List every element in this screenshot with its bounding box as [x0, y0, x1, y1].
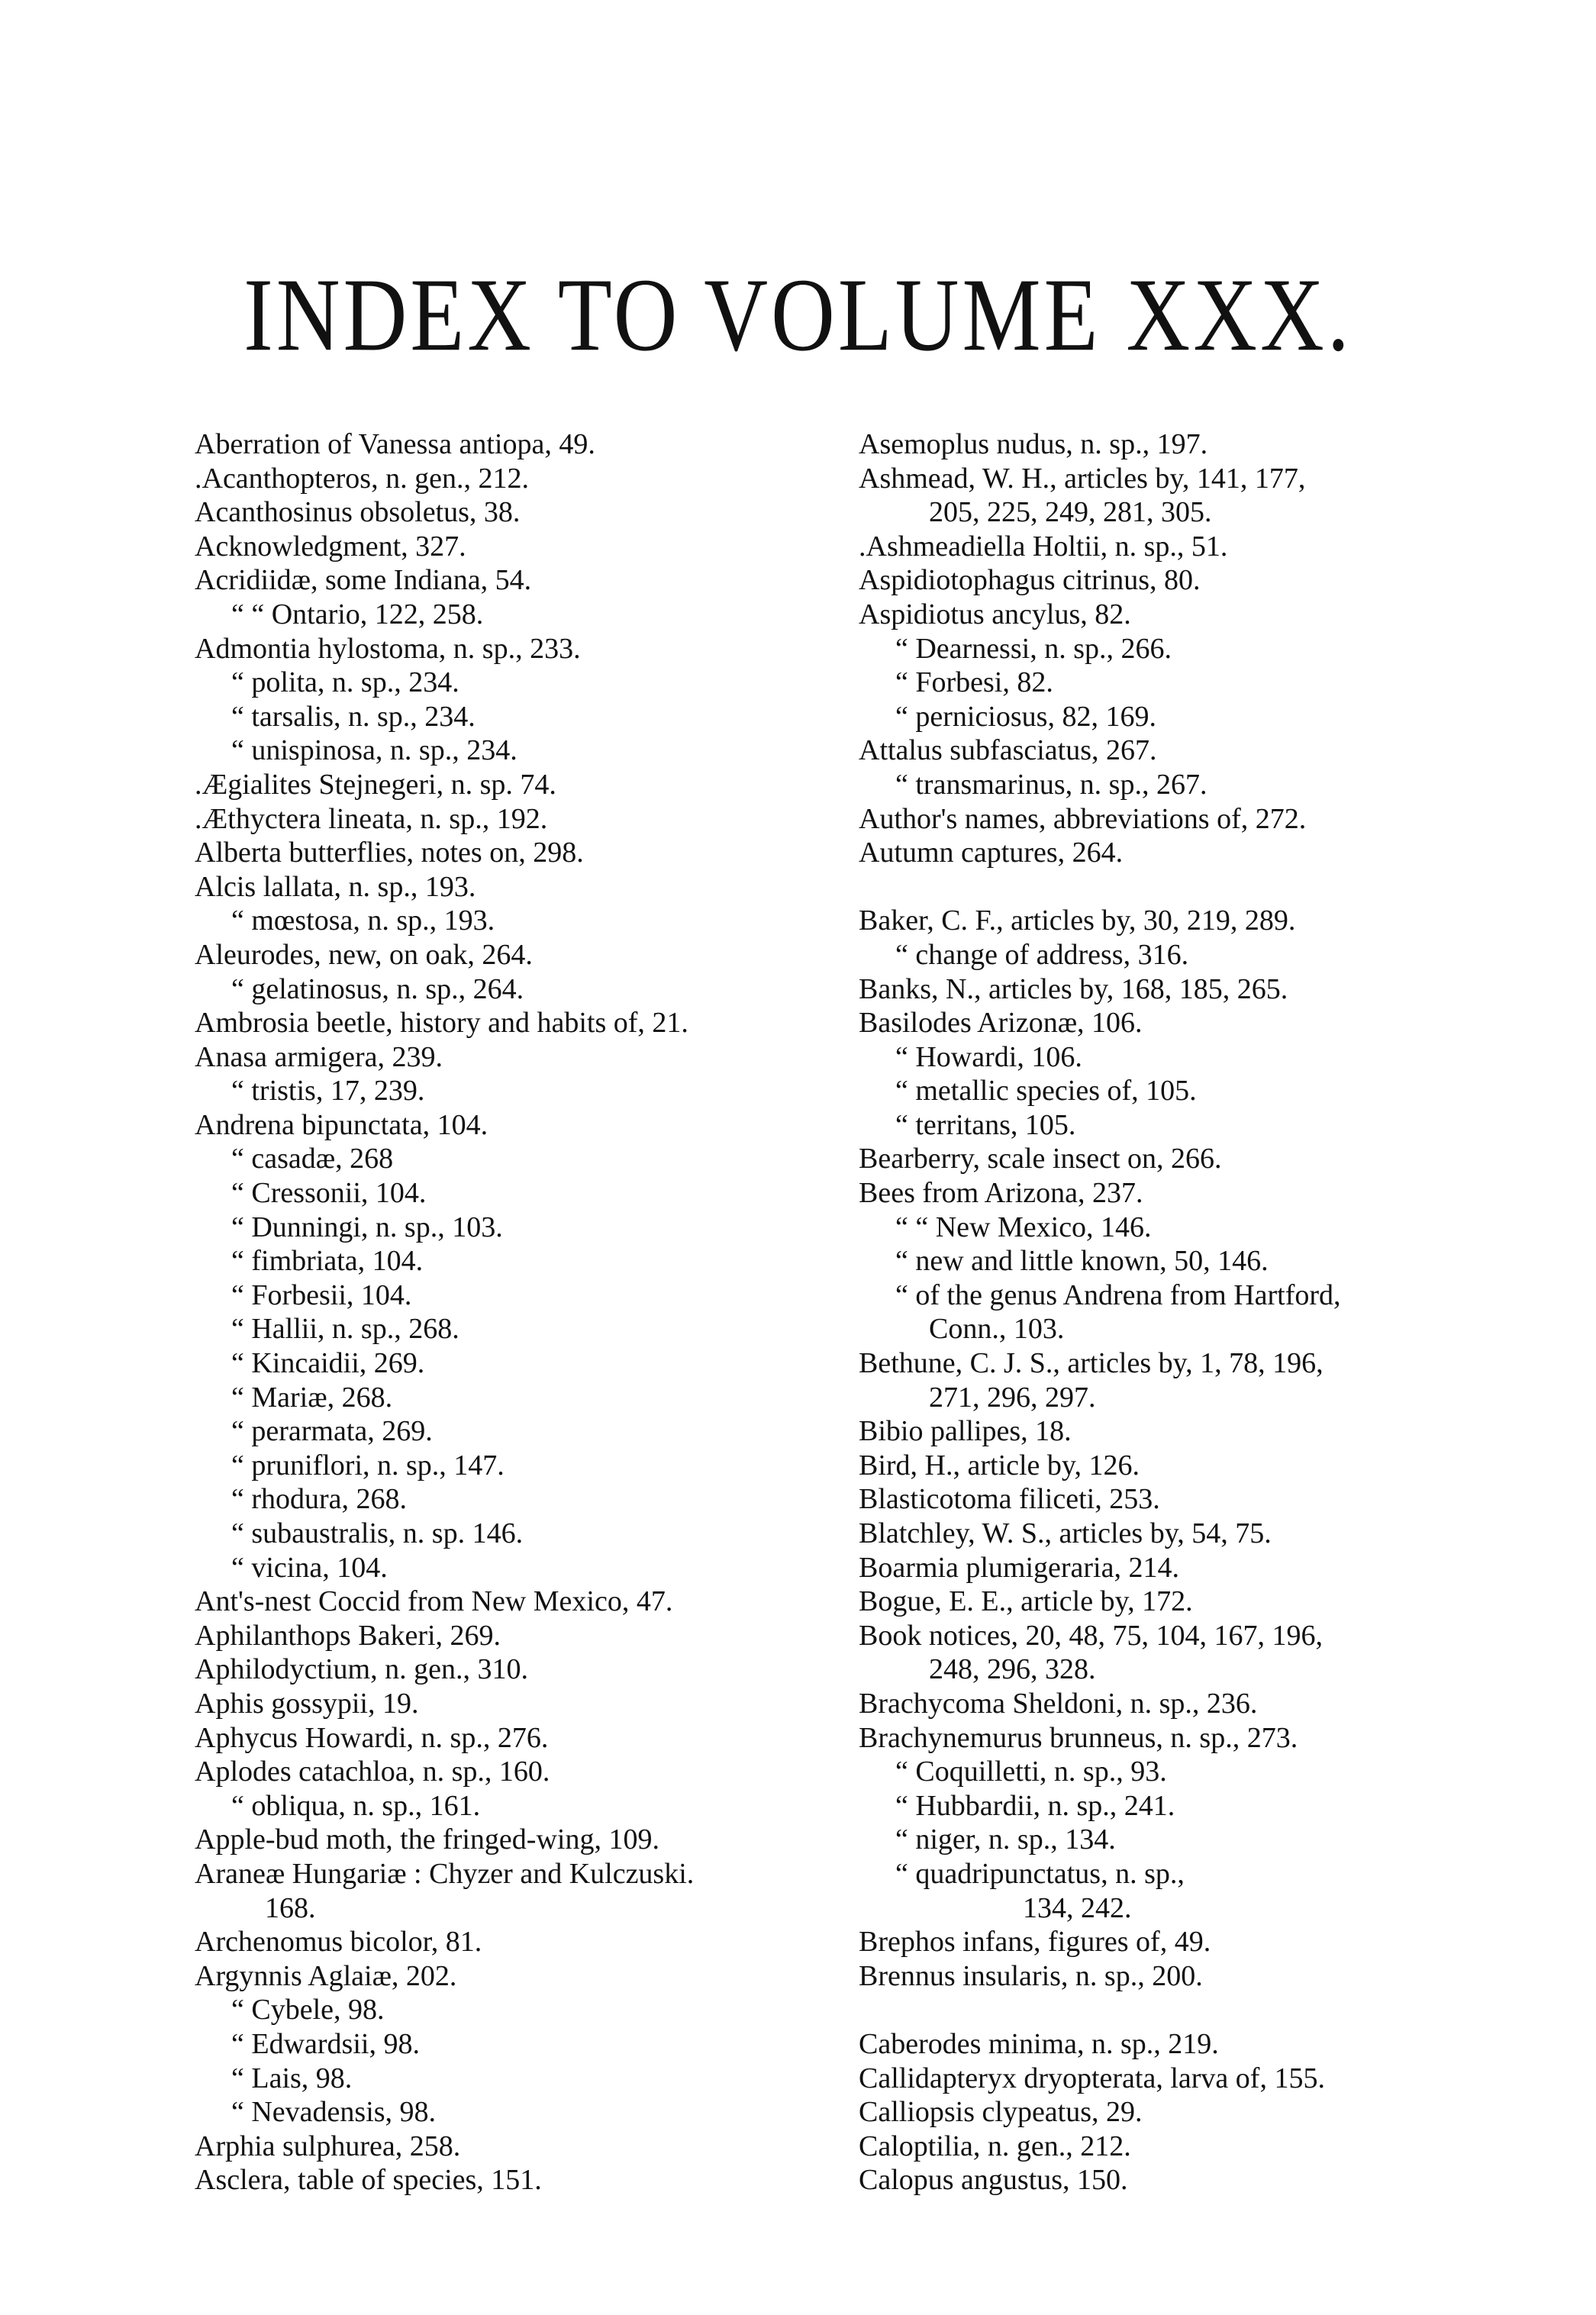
index-entry: “ subaustralis, n. sp. 146.: [231, 1517, 524, 1549]
index-entry: “ Dearnessi, n. sp., 266.: [895, 632, 1172, 665]
index-entry: “ gelatinosus, n. sp., 264.: [231, 972, 524, 1005]
index-entry: Baker, C. F., articles by, 30, 219, 289.: [859, 904, 1296, 937]
index-entry: “ metallic species of, 105.: [895, 1075, 1197, 1108]
index-entry: “ Lais, 98.: [231, 2062, 353, 2094]
index-entry: Archenomus bicolor, 81.: [195, 1926, 482, 1959]
index-entry: “ Nevadensis, 98.: [231, 2096, 437, 2129]
index-entry: Calliopsis clypeatus, 29.: [859, 2096, 1143, 2129]
index-entry: Acanthosinus obsoletus, 38.: [195, 496, 521, 529]
index-entry: “ “ New Mexico, 146.: [895, 1211, 1152, 1243]
index-entry: Bearberry, scale insect on, 266.: [859, 1143, 1222, 1175]
page-title: INDEX TO VOLUME XXX.: [243, 257, 1353, 373]
index-entry: Brachycoma Sheldoni, n. sp., 236.: [859, 1687, 1258, 1720]
index-entry: “ mœstosa, n. sp., 193.: [231, 904, 495, 937]
index-entry: “ unispinosa, n. sp., 234.: [231, 734, 517, 767]
index-entry: “ Hubbardii, n. sp., 241.: [895, 1789, 1175, 1822]
index-entry: “ perniciosus, 82, 169.: [895, 700, 1156, 733]
index-entry: .Acanthopteros, n. gen., 212.: [195, 462, 529, 495]
index-entry: Brephos infans, figures of, 49.: [859, 1926, 1211, 1959]
index-entry: Author's names, abbreviations of, 272.: [859, 802, 1307, 835]
index-entry: “ obliqua, n. sp., 161.: [231, 1789, 481, 1822]
index-column-right: [859, 427, 1515, 2197]
index-entry: Blasticotoma filiceti, 253.: [859, 1483, 1160, 1516]
index-entry: Araneæ Hungariæ : Chyzer and Kulczuski.: [195, 1857, 695, 1890]
index-entry: Aphycus Howardi, n. sp., 276.: [195, 1721, 549, 1754]
index-entry: Alcis lallata, n. sp., 193.: [195, 870, 476, 903]
index-entry: Argynnis Aglaiæ, 202.: [195, 1959, 457, 1992]
index-entry: “ Dunningi, n. sp., 103.: [231, 1211, 503, 1243]
index-entry: Aleurodes, new, on oak, 264.: [195, 938, 533, 971]
index-entry: Aphis gossypii, 19.: [195, 1687, 419, 1720]
index-entry: Ant's-nest Coccid from New Mexico, 47.: [195, 1585, 673, 1618]
index-entry: “ Kincaidii, 269.: [231, 1347, 425, 1380]
index-entry: “ Cressonii, 104.: [231, 1177, 427, 1210]
index-entry: Apple-bud moth, the fringed-wing, 109.: [195, 1823, 659, 1856]
index-entry: Banks, N., articles by, 168, 185, 265.: [859, 972, 1288, 1005]
index-entry: Aplodes catachloa, n. sp., 160.: [195, 1756, 550, 1788]
index-entry: .Æthyctera lineata, n. sp., 192.: [195, 802, 548, 835]
index-entry: “ of the genus Andrena from Hartford,: [895, 1278, 1341, 1311]
index-entry: .Ashmeadiella Holtii, n. sp., 51.: [859, 530, 1228, 563]
index-entry: “ niger, n. sp., 134.: [895, 1823, 1116, 1856]
index-entry: “ Hallii, n. sp., 268.: [231, 1313, 459, 1346]
index-entry: “ fimbriata, 104.: [231, 1245, 424, 1278]
index-entry: Aberration of Vanessa antiopa, 49.: [195, 428, 595, 460]
index-entry: Andrena bipunctata, 104.: [195, 1108, 488, 1141]
index-entry: Autumn captures, 264.: [859, 837, 1124, 869]
index-entry: “ transmarinus, n. sp., 267.: [895, 768, 1207, 801]
index-entry: “ Howardi, 106.: [895, 1040, 1082, 1073]
index-entry: “ “ Ontario, 122, 258.: [231, 598, 484, 630]
index-entry: “ quadripunctatus, n. sp.,: [895, 1857, 1185, 1890]
index-entry: Acridiidæ, some Indiana, 54.: [195, 564, 532, 597]
index-entry: “ tarsalis, n. sp., 234.: [231, 700, 476, 733]
index-entry: “ Forbesii, 104.: [231, 1278, 412, 1311]
index-column-left: [195, 427, 851, 2197]
index-entry: Boarmia plumigeraria, 214.: [859, 1551, 1179, 1584]
index-entry: Caloptilia, n. gen., 212.: [859, 2130, 1131, 2162]
index-entry: Bethune, C. J. S., articles by, 1, 78, 196,: [859, 1347, 1324, 1380]
index-entry: Conn., 103.: [929, 1313, 1065, 1346]
index-entry: Aphilodyctium, n. gen., 310.: [195, 1653, 528, 1686]
index-entry: 248, 296, 328.: [929, 1653, 1096, 1686]
index-entry: Acknowledgment, 327.: [195, 530, 466, 563]
index-entry: “ polita, n. sp., 234.: [231, 666, 459, 699]
index-entry: Brachynemurus brunneus, n. sp., 273.: [859, 1721, 1298, 1754]
index-entry: Asclera, table of species, 151.: [195, 2164, 542, 2197]
index-entry: “ Forbesi, 82.: [895, 666, 1053, 699]
index-entry: Aspidiotophagus citrinus, 80.: [859, 564, 1201, 597]
index-entry: Aspidiotus ancylus, 82.: [859, 598, 1131, 630]
index-entry: “ Edwardsii, 98.: [231, 2027, 420, 2060]
index-entry: “ rhodura, 268.: [231, 1483, 408, 1516]
index-entry: Anasa armigera, 239.: [195, 1040, 443, 1073]
index-entry: Alberta butterflies, notes on, 298.: [195, 837, 584, 869]
index-entry: 205, 225, 249, 281, 305.: [929, 496, 1212, 529]
index-entry: Book notices, 20, 48, 75, 104, 167, 196,: [859, 1619, 1323, 1652]
index-entry: Bird, H., article by, 126.: [859, 1449, 1140, 1482]
index-entry: “ tristis, 17, 239.: [231, 1075, 425, 1108]
index-entry: “ new and little known, 50, 146.: [895, 1245, 1269, 1278]
index-entry: Caberodes minima, n. sp., 219.: [859, 2027, 1219, 2060]
index-entry: Bees from Arizona, 237.: [859, 1177, 1143, 1210]
index-entry: 271, 296, 297.: [929, 1381, 1096, 1414]
index-entry: 168.: [265, 1891, 316, 1924]
index-entry: Ashmead, W. H., articles by, 141, 177,: [859, 462, 1306, 495]
index-entry: “ Mariæ, 268.: [231, 1381, 393, 1414]
index-entry: Basilodes Arizonæ, 106.: [859, 1007, 1143, 1040]
index-entry: “ pruniflori, n. sp., 147.: [231, 1449, 505, 1482]
index-entry: Admontia hylostoma, n. sp., 233.: [195, 632, 581, 665]
index-entry: “ Coquilletti, n. sp., 93.: [895, 1756, 1167, 1788]
index-entry: “ Cybele, 98.: [231, 1994, 385, 2026]
index-entry: “ change of address, 316.: [895, 938, 1189, 971]
index-entry: Brennus insularis, n. sp., 200.: [859, 1959, 1203, 1992]
index-entry: Bogue, E. E., article by, 172.: [859, 1585, 1193, 1618]
index-entry: Callidapteryx dryopterata, larva of, 155.: [859, 2062, 1325, 2094]
index-entry: Asemoplus nudus, n. sp., 197.: [859, 428, 1208, 460]
index-entry: Arphia sulphurea, 258.: [195, 2130, 461, 2162]
index-entry: Bibio pallipes, 18.: [859, 1415, 1072, 1448]
index-entry: 134, 242.: [1023, 1891, 1132, 1924]
index-entry: “ vicina, 104.: [231, 1551, 388, 1584]
index-entry: Calopus angustus, 150.: [859, 2164, 1128, 2197]
index-entry: .Ægialites Stejnegeri, n. sp. 74.: [195, 768, 556, 801]
index-entry: Blatchley, W. S., articles by, 54, 75.: [859, 1517, 1272, 1549]
index-entry: “ perarmata, 269.: [231, 1415, 433, 1448]
index-entry: Attalus subfasciatus, 267.: [859, 734, 1157, 767]
index-entry: Ambrosia beetle, history and habits of, 21.: [195, 1007, 688, 1040]
index-entry: “ casadæ, 268: [231, 1143, 394, 1175]
index-entry: “ territans, 105.: [895, 1108, 1076, 1141]
index-entry: Aphilanthops Bakeri, 269.: [195, 1619, 501, 1652]
